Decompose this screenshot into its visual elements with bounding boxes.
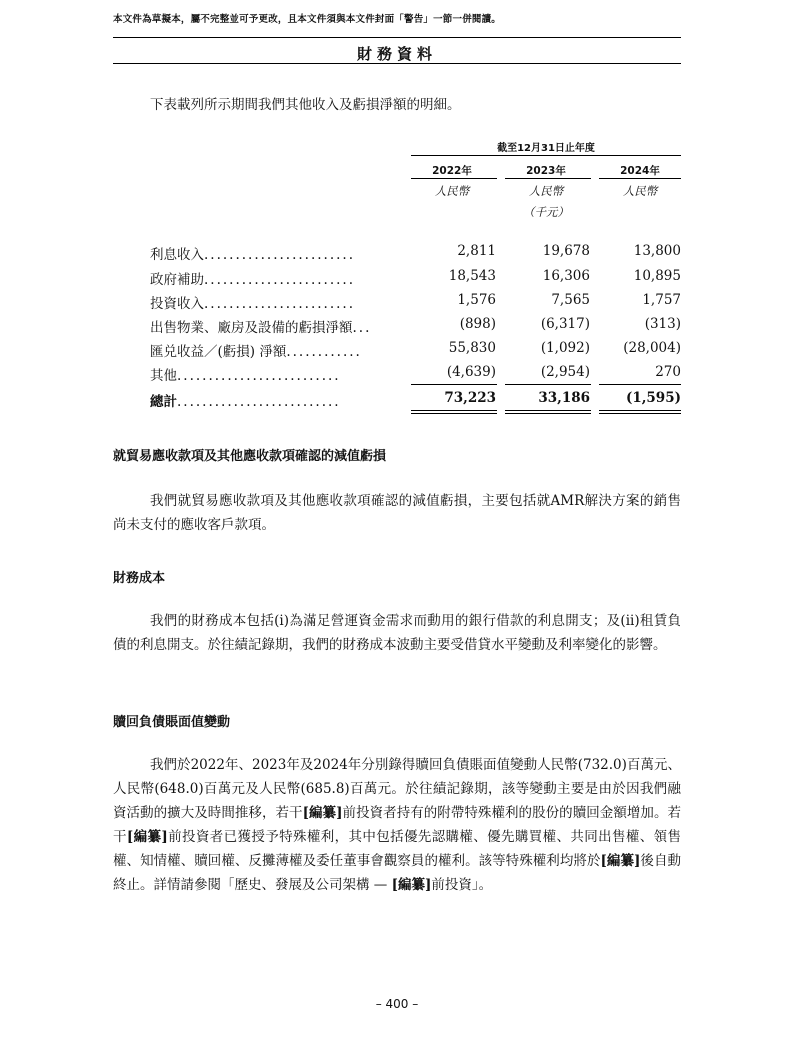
row-leader-dots: ...: [352, 320, 372, 336]
header-top-rule: [113, 37, 681, 38]
redacted-marker: [編纂]: [302, 805, 343, 821]
paragraph-impairment-losses: 我們就貿易應收款項及其他應收款項確認的減值虧損，主要包括就AMR解決方案的銷售尚未支付的應收客戶款項。: [113, 493, 681, 533]
year-rule-2023: [505, 178, 591, 179]
para-text: 前投資」。: [431, 877, 493, 893]
redacted-marker: [編纂]: [126, 829, 168, 845]
cell-2024: (313): [644, 316, 681, 332]
table-row: [150, 316, 681, 336]
cell-2023: 19,678: [542, 243, 590, 259]
heading-finance-costs: 財務成本: [113, 571, 166, 586]
para-text: 我們於2022年、2023年及2024年分別錄得贖回負債賬面值變動人民幣(732.0)百萬元、人民幣(648.0)百萬元及人民幣(685.8)百萬元。於往績記錄期，該等變動主要是由於因我們融資活動的擴大及時間推移，若干: [113, 757, 681, 821]
section-title: 財務資料: [356, 45, 437, 63]
paragraph-finance-costs: 我們的財務成本包括(i)為滿足營運資金需求而動用的銀行借款的利息開支；及(ii)租賃負債的利息開支。於往績記錄期，我們的財務成本波動主要受借貸水平變動及利率變化的影響。: [113, 613, 681, 653]
row-label: 其他: [150, 368, 177, 384]
total-double-rule-2023b: [505, 413, 591, 414]
table-row: [150, 268, 681, 288]
unit-2022: 人民幣: [434, 184, 470, 198]
caption-rule: [411, 155, 681, 156]
row-leader-dots: ........................: [204, 296, 355, 312]
unit-note: （千元）: [523, 205, 569, 219]
row-leader-dots: ............: [286, 344, 362, 360]
cell-2022: 2,811: [457, 243, 496, 259]
row-label: 投資收入: [150, 296, 204, 312]
total-2022: 73,223: [444, 390, 496, 406]
table-row: [150, 340, 681, 360]
total-label: 總計: [150, 394, 177, 410]
subtotal-rule-2024: [599, 384, 681, 385]
cell-2024: 270: [655, 364, 681, 380]
table-total-row: [150, 390, 681, 410]
para-text: 前投資者持有的附帶特殊權利的股份的贖回金額增加。若干: [113, 805, 682, 845]
heading-impairment-losses: 就貿易應收款項及其他應收款項確認的減值虧損: [113, 449, 387, 464]
cell-2023: (2,954): [540, 364, 590, 380]
row-label: 政府補助: [150, 272, 204, 288]
total-double-rule-2024: [599, 410, 681, 411]
row-leader-dots: ........................: [204, 272, 355, 288]
total-double-rule-2022b: [411, 413, 497, 414]
cell-2023: (6,317): [540, 316, 590, 332]
cell-2023: (1,092): [540, 340, 590, 356]
cell-2024: 1,757: [642, 292, 681, 308]
unit-2023: 人民幣: [528, 184, 564, 198]
year-header-2022: 2022年: [432, 165, 472, 177]
header-bottom-rule: [113, 63, 681, 64]
table-row: [150, 243, 681, 263]
row-leader-dots: ..........................: [177, 368, 341, 384]
total-2023: 33,186: [538, 390, 590, 406]
row-leader-dots: ..........................: [177, 394, 341, 410]
cell-2022: 1,576: [457, 292, 496, 308]
cell-2022: 55,830: [448, 340, 496, 356]
cell-2023: 16,306: [542, 268, 590, 284]
page-number: – 400 –: [375, 997, 419, 1011]
cell-2022: (4,639): [446, 364, 496, 380]
redacted-marker: [編纂]: [391, 877, 432, 893]
total-double-rule-2022: [411, 410, 497, 411]
para-text: 前投資者已獲授予特殊權利，其中包括優先認購權、優先購買權、共同出售權、領售權、知情權、贖回權、反攤薄權及委任董事會觀察員的權利。該等特殊權利均將於: [113, 829, 681, 869]
total-double-rule-2023: [505, 410, 591, 411]
total-2024: (1,595): [625, 390, 681, 406]
cell-2023: 7,565: [551, 292, 590, 308]
table-caption: 截至12月31日止年度: [497, 143, 595, 154]
total-double-rule-2024b: [599, 413, 681, 414]
subtotal-rule-2023: [505, 384, 591, 385]
table-row: [150, 364, 681, 384]
table-row: [150, 292, 681, 312]
cell-2024: 13,800: [633, 243, 681, 259]
row-label: 出售物業、廠房及設備的虧損淨額: [150, 320, 353, 336]
year-rule-2022: [411, 178, 497, 179]
year-header-2024: 2024年: [620, 165, 660, 177]
cell-2024: 10,895: [633, 268, 681, 284]
row-label: 利息收入: [150, 247, 204, 263]
cell-2022: 18,543: [448, 268, 496, 284]
subtotal-rule-2022: [411, 384, 497, 385]
year-header-2023: 2023年: [526, 165, 566, 177]
year-rule-2024: [599, 178, 681, 179]
row-label: 匯兑收益／(虧損) 淨額: [150, 344, 287, 360]
draft-disclaimer: 本文件為草擬本，屬不完整並可予更改，且本文件須與本文件封面「警告」一節一併閱讀。: [113, 14, 502, 25]
row-leader-dots: ........................: [204, 247, 355, 263]
intro-text: 下表載列所示期間我們其他收入及虧損淨額的明細。: [150, 97, 461, 113]
cell-2024: (28,004): [623, 340, 681, 356]
cell-2022: (898): [459, 316, 496, 332]
redacted-marker: [編纂]: [600, 853, 641, 869]
para-text: 後自動終止。詳情請參閱「歷史、發展及公司架構 —: [113, 853, 682, 893]
paragraph-redemption-liabilities: [113, 753, 681, 897]
unit-2024: 人民幣: [622, 184, 658, 198]
heading-redemption-liabilities: 贖回負債賬面值變動: [113, 715, 231, 730]
